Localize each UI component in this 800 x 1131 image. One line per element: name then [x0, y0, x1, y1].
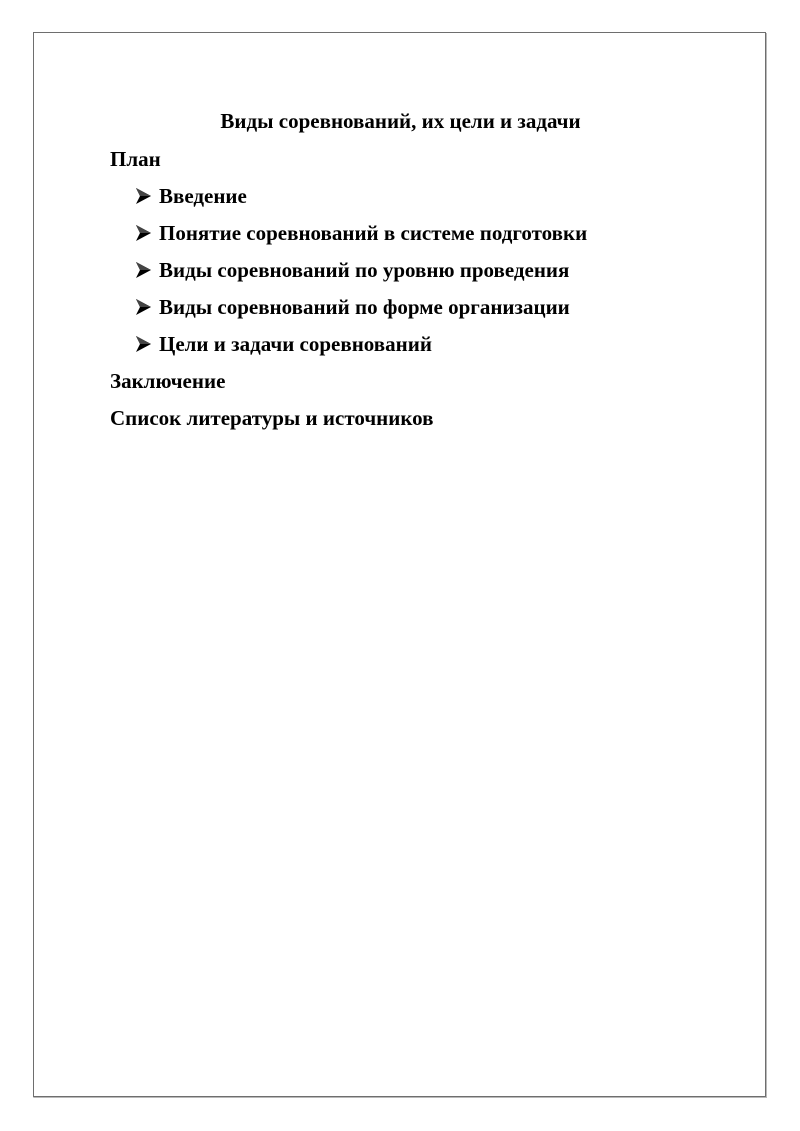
document-title: Виды соревнований, их цели и задачи	[220, 109, 581, 133]
arrow-bullet-icon	[134, 298, 152, 316]
arrow-bullet-icon	[134, 261, 152, 279]
plan-item-label: Виды соревнований по форме организации	[159, 295, 570, 319]
plan-item-label: Виды соревнований по уровню проведения	[159, 258, 570, 282]
conclusion-heading: Заключение	[110, 369, 226, 393]
references-heading: Список литературы и источников	[110, 406, 434, 430]
document-page	[33, 32, 766, 1097]
plan-item-label: Понятие соревнований в системе подготовки	[159, 221, 588, 245]
arrow-bullet-icon	[134, 224, 152, 242]
arrow-bullet-icon	[134, 187, 152, 205]
plan-heading: План	[110, 147, 161, 171]
arrow-bullet-icon	[134, 335, 152, 353]
plan-item-goals	[134, 329, 432, 359]
plan-item-introduction	[134, 181, 247, 211]
plan-item-forms	[134, 292, 570, 322]
plan-item-levels	[134, 255, 569, 285]
plan-item-label: Введение	[159, 184, 247, 208]
plan-item-label: Цели и задачи соревнований	[159, 332, 432, 356]
plan-item-concept	[134, 218, 587, 248]
page-corner-mark	[33, 1097, 47, 1098]
